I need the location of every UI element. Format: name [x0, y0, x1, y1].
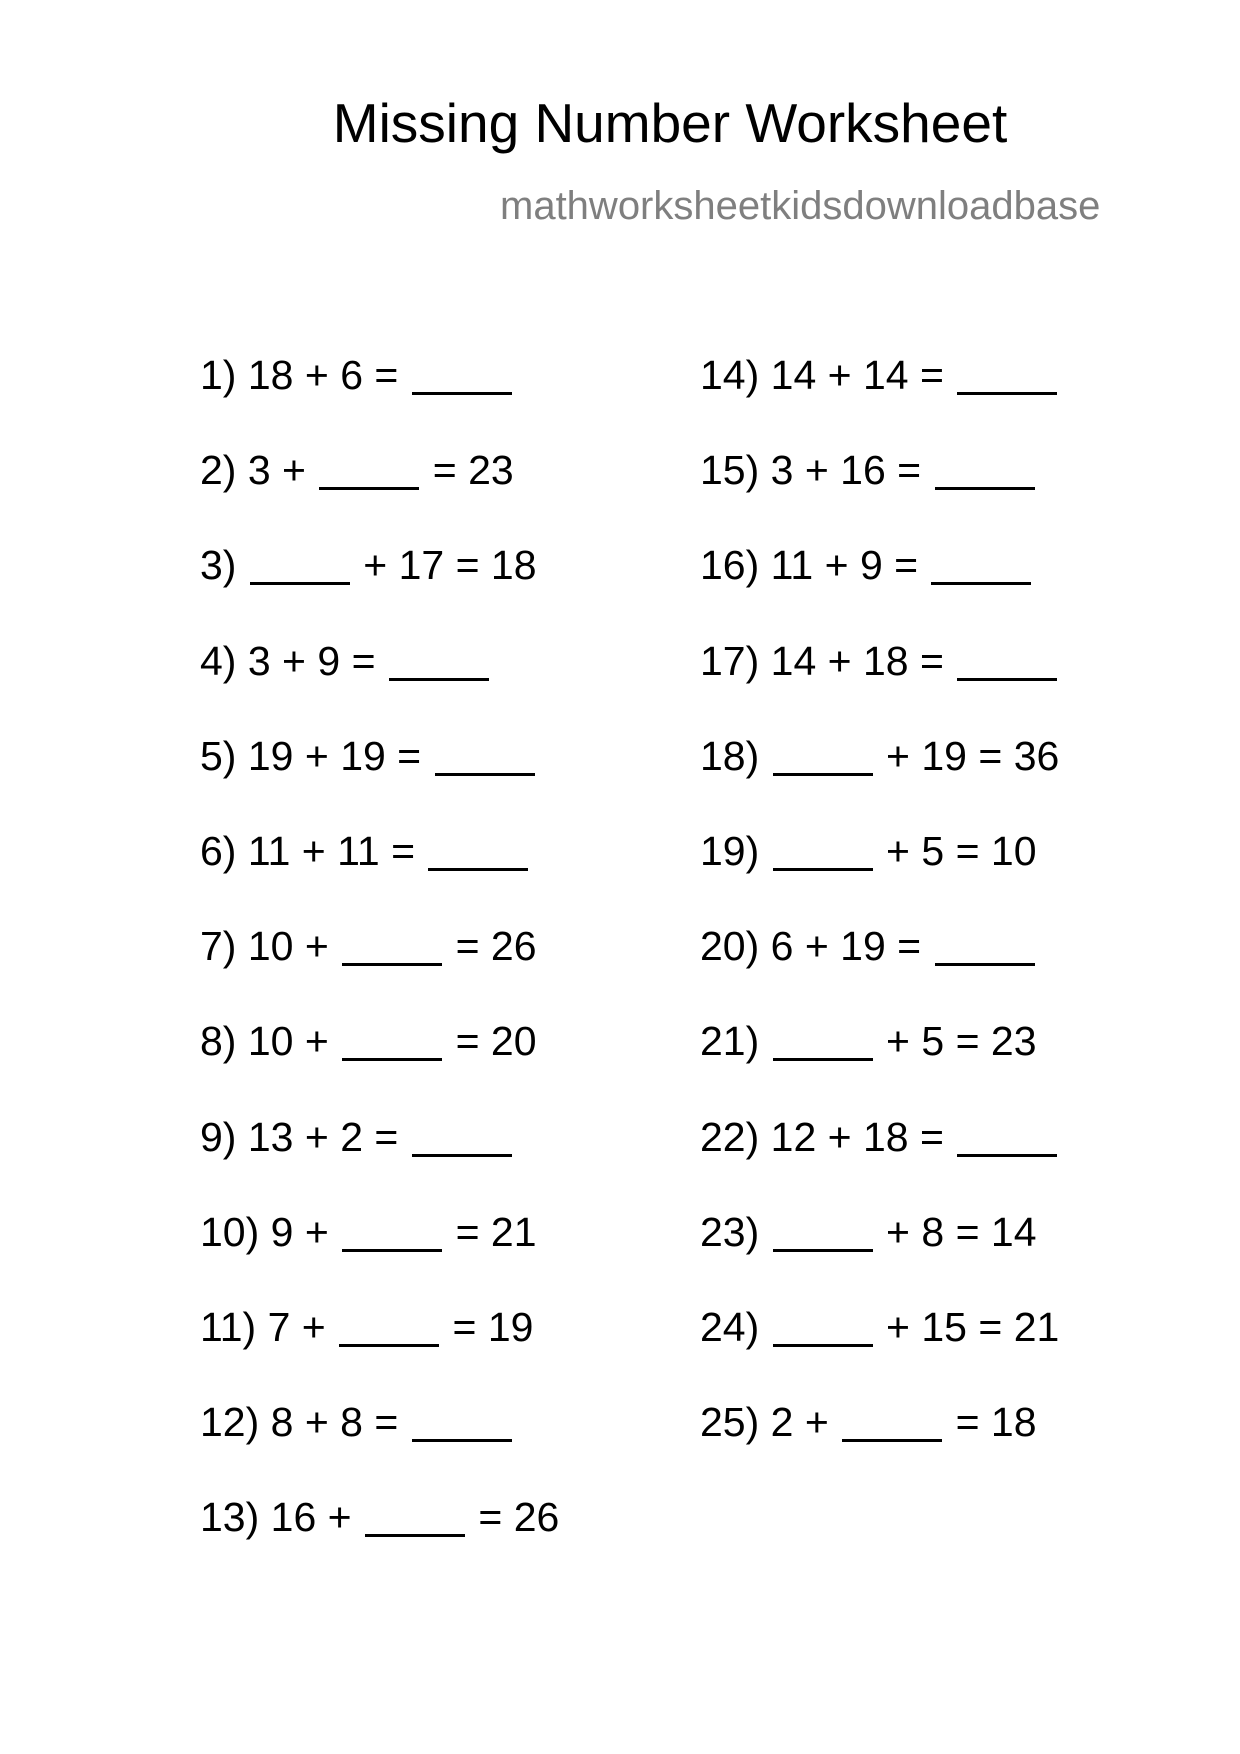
problem-item	[200, 1303, 559, 1402]
problem-number: 12)	[200, 1399, 271, 1446]
problems-right-column	[700, 352, 1060, 1497]
equation-part-after: + 19 = 36	[874, 732, 1060, 779]
problem-number: 2)	[200, 447, 248, 494]
equation-part-after: + 5 = 10	[874, 827, 1037, 874]
problem-number: 17)	[700, 637, 771, 684]
problem-item	[200, 1399, 559, 1497]
problem-item	[700, 352, 1059, 450]
problem-number: 14)	[700, 352, 771, 398]
answer-blank[interactable]	[773, 1344, 873, 1347]
problem-item	[200, 637, 559, 736]
problem-item	[200, 352, 559, 450]
problem-number: 20)	[700, 923, 771, 970]
equation-part-before: 10 +	[247, 923, 341, 970]
equation-part-after: + 15 = 21	[874, 1303, 1060, 1350]
answer-blank[interactable]	[365, 1534, 465, 1537]
problem-number: 10)	[200, 1208, 271, 1255]
problem-number: 15)	[700, 447, 771, 494]
problem-number: 1)	[200, 352, 248, 398]
equation-part-after: + 17 = 18	[351, 542, 537, 589]
answer-blank[interactable]	[319, 487, 419, 490]
equation-part-before: 13 + 2 =	[247, 1113, 410, 1160]
equation-part-before: 18 + 6 =	[247, 352, 410, 398]
problem-number: 23)	[700, 1208, 771, 1255]
answer-blank[interactable]	[428, 868, 528, 871]
problem-number: 5)	[200, 732, 248, 779]
problem-item	[700, 637, 1059, 736]
equation-part-after: = 21	[444, 1208, 537, 1255]
equation-part-after: = 20	[444, 1018, 537, 1065]
answer-blank[interactable]	[842, 1439, 942, 1442]
problem-item	[700, 923, 1059, 1021]
problem-number: 19)	[700, 827, 771, 874]
answer-blank[interactable]	[250, 582, 350, 585]
problem-number: 6)	[200, 827, 248, 874]
problems-left-column	[200, 352, 560, 1592]
answer-blank[interactable]	[342, 1249, 442, 1252]
answer-blank[interactable]	[957, 1154, 1057, 1157]
problem-item	[700, 1303, 1060, 1402]
answer-blank[interactable]	[339, 1344, 439, 1347]
equation-part-before: 14 + 18 =	[770, 637, 956, 684]
problem-item	[200, 827, 559, 926]
problem-item	[200, 1494, 560, 1592]
equation-part-after: = 23	[421, 447, 514, 494]
answer-blank[interactable]	[773, 1249, 873, 1252]
problem-number: 18)	[700, 732, 771, 779]
answer-blank[interactable]	[435, 773, 535, 776]
problem-number: 4)	[200, 637, 248, 684]
equation-part-before: 11 + 9 =	[770, 542, 930, 589]
equation-part-after: + 5 = 23	[874, 1018, 1037, 1065]
problem-number: 11)	[200, 1303, 268, 1350]
problem-number: 8)	[200, 1018, 248, 1065]
equation-part-before: 2 +	[770, 1399, 841, 1446]
answer-blank[interactable]	[389, 678, 489, 681]
problem-number: 16)	[700, 542, 771, 589]
problem-item	[200, 923, 559, 1021]
equation-part-after: + 8 = 14	[874, 1208, 1037, 1255]
equation-part-before: 3 + 16 =	[770, 447, 933, 494]
problem-item	[200, 1018, 559, 1116]
equation-part-before: 3 +	[247, 447, 318, 494]
problem-item	[200, 1113, 559, 1212]
problem-item	[700, 1399, 1059, 1497]
equation-part-before: 16 +	[270, 1494, 363, 1541]
problem-item	[700, 732, 1060, 831]
equation-part-before: 11 + 11 =	[247, 827, 427, 874]
equation-part-after: = 18	[944, 1399, 1037, 1446]
problem-number: 24)	[700, 1303, 771, 1350]
answer-blank[interactable]	[931, 582, 1031, 585]
answer-blank[interactable]	[412, 1439, 512, 1442]
equation-part-before: 10 +	[247, 1018, 341, 1065]
equation-part-after: = 26	[467, 1494, 560, 1541]
answer-blank[interactable]	[412, 1154, 512, 1157]
answer-blank[interactable]	[342, 963, 442, 966]
answer-blank[interactable]	[773, 773, 873, 776]
answer-blank[interactable]	[773, 1058, 873, 1061]
equation-part-after: = 19	[441, 1303, 534, 1350]
equation-part-after: = 26	[444, 923, 537, 970]
problem-item	[200, 732, 559, 831]
equation-part-before: 6 + 19 =	[770, 923, 933, 970]
answer-blank[interactable]	[412, 392, 512, 395]
problem-item	[200, 1208, 559, 1307]
problem-number: 21)	[700, 1018, 771, 1065]
problem-item	[700, 1208, 1059, 1307]
equation-part-before: 12 + 18 =	[770, 1113, 956, 1160]
problem-item	[200, 542, 559, 640]
problem-item	[700, 1113, 1059, 1212]
problem-number: 22)	[700, 1113, 771, 1160]
problem-item	[700, 827, 1059, 926]
answer-blank[interactable]	[957, 678, 1057, 681]
problem-item	[700, 1018, 1059, 1116]
equation-part-before: 8 + 8 =	[270, 1399, 410, 1446]
problem-number: 7)	[200, 923, 248, 970]
answer-blank[interactable]	[957, 392, 1057, 395]
problem-number: 3)	[200, 542, 248, 589]
problem-item	[700, 447, 1059, 545]
answer-blank[interactable]	[935, 487, 1035, 490]
problem-item	[700, 542, 1059, 640]
equation-part-before: 7 +	[267, 1303, 338, 1350]
equation-part-before: 9 +	[270, 1208, 341, 1255]
equation-part-before: 14 + 14 =	[770, 352, 956, 398]
equation-part-before: 19 + 19 =	[247, 732, 433, 779]
problem-number: 13)	[200, 1494, 271, 1541]
problem-number: 25)	[700, 1399, 771, 1446]
problem-item	[200, 447, 559, 545]
worksheet-title: Missing Number Worksheet	[332, 92, 1008, 154]
answer-blank[interactable]	[935, 963, 1035, 966]
answer-blank[interactable]	[773, 868, 873, 871]
equation-part-before: 3 + 9 =	[247, 637, 387, 684]
answer-blank[interactable]	[342, 1058, 442, 1061]
problem-number: 9)	[200, 1113, 248, 1160]
watermark-text: mathworksheetkidsdownloadbase	[500, 184, 1101, 228]
